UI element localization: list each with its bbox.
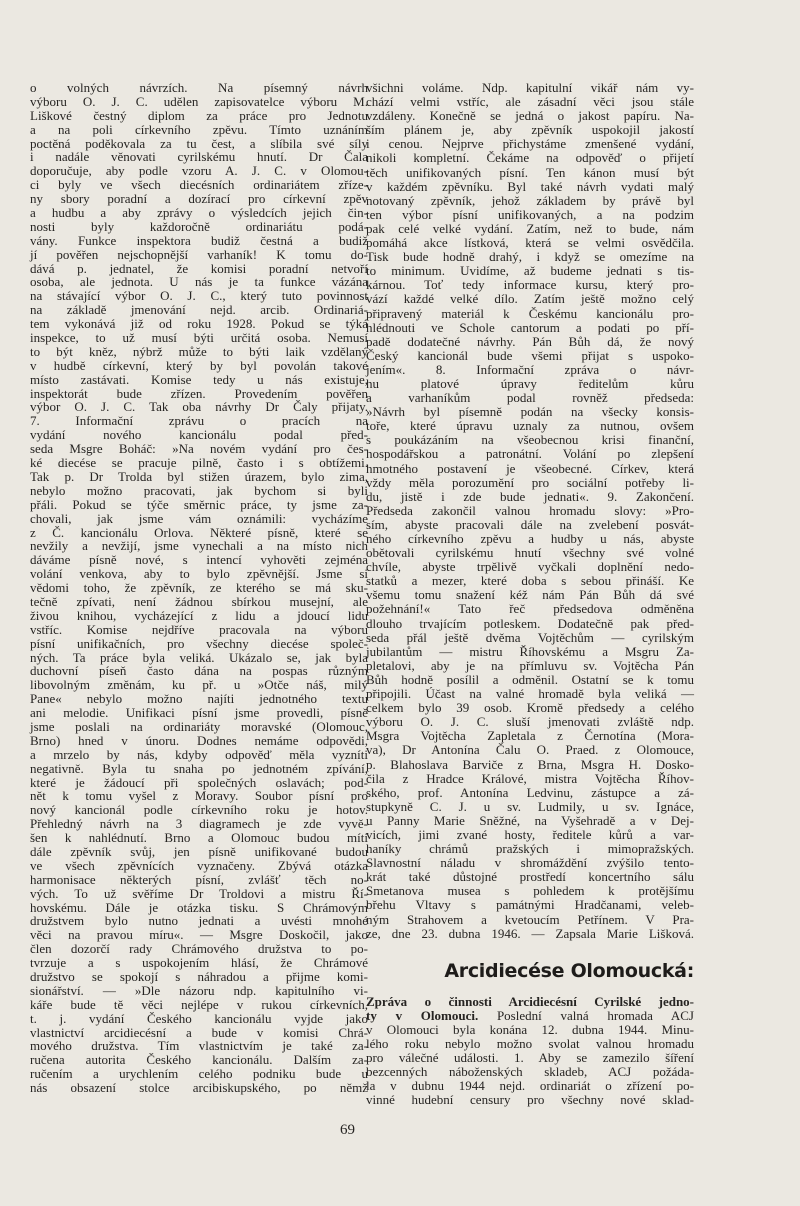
- text-line: ského, prof. Antonína Ledvinu, zástupce a zá-: [366, 784, 694, 800]
- text-line: nový kancionál podle církevního roku je hotov.: [30, 802, 368, 818]
- text-line: Pane« nebylo možno najíti jednotného textu: [30, 691, 368, 707]
- text-line: haníky chrámů pražských i mimopražských.: [366, 841, 694, 857]
- text-line: [366, 1009, 694, 1023]
- text-line: tem vykonává již od roku 1928. Pokud se týká: [30, 316, 368, 332]
- text-line: chvíle, abyste trpělivě vyčkali doplnění nedo-: [366, 559, 694, 575]
- text-line: dlouho trvajícím potleskem. Dodatečně pak před-: [366, 615, 694, 631]
- text-line: Slavnostní náladu v shromáždění zvýšilo tento-: [366, 855, 694, 871]
- text-line: hlédnouti ve Schole cantorum a podati po pří-: [366, 319, 694, 335]
- text-line: p. Blahoslava Barviče z Brna, Msgra H. Dosko-: [366, 756, 694, 772]
- text-line: Liškové čestný diplom za práce pro Jednotu: [30, 107, 368, 123]
- text-line: u Panny Marie Sněžné, na Vyšehradě a v Dej-: [366, 812, 694, 828]
- text-line: těch unifikovaných písní. Ten kánon musí být: [366, 164, 694, 180]
- text-line: šen k nahlédnutí. Brno a Olomouc budou míti: [30, 830, 368, 846]
- section-report-paragraph: [366, 995, 694, 1107]
- text-line: nikoli kompletní. Čekáme na odpověď o přijetí: [366, 150, 694, 166]
- text-line: hospodářskou a patronátní. Volání po zlepšení: [366, 446, 694, 462]
- text-line: hmotného postavení je všeobecné. Církev, která: [366, 460, 694, 476]
- text-line: toře, které úpravu uznaly za nutnou, ovšem: [366, 418, 694, 434]
- text-line: jením«. 8. Informační zpráva o návr-: [366, 361, 694, 377]
- text-line: seda Msgre Boháč: »Na novém vydání pro čes-: [30, 441, 368, 457]
- text-line: v každém zpěvníku. Byl také návrh vydati malý: [366, 178, 694, 194]
- text-line: poctěná poděkovala za tu čest, a slíbila své síly: [30, 135, 368, 151]
- text-line: doporučuje, aby podle vzoru A. J. C. v Olomou-: [30, 163, 368, 179]
- text-line: ručena autorita Českého kancionálu. Dalším za-: [30, 1052, 368, 1068]
- text-line: chovali, jak jsme vám oznámili: vycházíme: [30, 510, 368, 526]
- text-line: Msgra Vojtěcha Zapletala z Černotína (Mora-: [366, 728, 694, 744]
- text-line: [366, 1093, 694, 1107]
- text-line: t. j. vydání Českého kancionálu vyjde jako: [30, 1010, 368, 1026]
- text-line: dáváme písně nové, s intencí vyhověti zejména: [30, 552, 368, 568]
- text-line: a mrzelo by nás, kdyby odpověď měla vyzníti: [30, 746, 368, 762]
- section-heading: Arcidiecése Olomoucká:: [444, 960, 694, 982]
- text-line: to být kněz, nýbrž může to býti laik vzdělaný: [30, 343, 368, 359]
- text-line: čila z Hradce Králové, mistra Vojtěcha Říhov-: [366, 770, 694, 786]
- text-line: va), Dr Antonína Čalu O. Praed. z Olomouce,: [366, 742, 694, 758]
- text-line: vází každé velké dílo. Zatím ještě možno celý: [366, 291, 694, 307]
- body-text: bezcenných náboženských skladeb, ACJ požáda-: [366, 1064, 694, 1079]
- text-line: to minimum. Uvidíme, až budeme jednati s tis-: [366, 263, 694, 279]
- text-line: mového družstva. Tím vlastnictvím je také za-: [30, 1038, 368, 1054]
- text-line: Český kancionál bude všemi přijat s uspoko-: [366, 347, 694, 363]
- text-line: nět k tomu vyšel z Moravy. Soubor písní pro: [30, 788, 368, 804]
- text-line: vány. Funkce inspektora budiž čestná a budiž: [30, 232, 368, 248]
- text-line: člen dozorčí rady Chrámového družstva to po-: [30, 941, 368, 957]
- text-line: vždy měla porozumění pro sociální potřeby li-: [366, 474, 694, 490]
- text-line: družstvem bylo nutno jednati a uvésti mnohé: [30, 913, 368, 929]
- text-line: tečně zpívati, není žádnou sbírkou musejní, ale: [30, 593, 368, 609]
- bold-title-text: ty v Olomouci.: [366, 1008, 479, 1023]
- text-line: nás obsazení stolce arcibiskupského, po němž: [30, 1080, 368, 1096]
- text-line: vzdáleny. Konečně se jedná o jakost papíru. Na-: [366, 108, 694, 124]
- text-line: chází velmi vstříc, ale zásadní věci jsou stále: [366, 94, 694, 110]
- text-line: Tisk bude hodně drahý, i když se omezíme na: [366, 249, 694, 265]
- text-line: »Návrh byl písemně podán na všecky konsis-: [366, 404, 694, 420]
- text-line: statků a mezer, které doba s sebou přináší. Ke: [366, 573, 694, 589]
- body-text: pro válečné události. 1. Aby se zamezilo šíření: [366, 1050, 694, 1065]
- text-line: kárnou. Toť tedy informace kursu, který pro-: [366, 277, 694, 293]
- text-line: pletalovi, aby je na přímluvu sv. Vojtěcha Pán: [366, 657, 694, 673]
- text-line: káře bude tě věci nejlépe v rukou církevních,: [30, 996, 368, 1012]
- text-line: vlastnictví arcidiecésní a bude v komisi Chrá-: [30, 1024, 368, 1040]
- text-line: jí pověřen nejschopnější varhaník! K tomu do-: [30, 246, 368, 262]
- text-line: i nadále věnovati cyrilskému hnutí. Dr Čala: [30, 149, 368, 165]
- text-line: na stávající výbor O. J. C., který tuto povinnost: [30, 288, 368, 304]
- text-line: du, jistě i zde bude jednati«. 9. Zakončení.: [366, 488, 694, 504]
- text-line: dále zpěvník svůj, jen písně unifikované budou: [30, 843, 368, 859]
- text-line: a varhaníkům podal rovněž předseda:: [366, 390, 694, 406]
- text-line: živou knihou, vycházející z lidu a jdoucí lidu: [30, 607, 368, 623]
- text-line: 7. Informační zprávu o pracích na: [30, 413, 368, 429]
- text-line: připravený materiál k Českému kancionálu pro-: [366, 305, 694, 321]
- text-line: harmonisace některých písní, zvlášť těch no-: [30, 871, 368, 887]
- text-line: pomáhá akce lístková, která se velmi osvědčila.: [366, 235, 694, 251]
- text-line: výboru O. J. C. udělen zapisovatelce výboru M.: [30, 93, 368, 109]
- text-line: v hudbě církevní, který by byl povolán takové: [30, 357, 368, 373]
- text-line: požehnání!« Tato řeč předsedova odměněna: [366, 601, 694, 617]
- text-line: seda přál ještě dvěma Vojtěchům — cyrilským: [366, 629, 694, 645]
- right-text-column: [366, 81, 694, 941]
- text-line: padě dodatečné návrhy. Pán Bůh dá, že nový: [366, 333, 694, 349]
- text-line: [366, 1051, 694, 1065]
- text-line: jubilantům — mistru Říhovskému a Msgru Za-: [366, 643, 694, 659]
- text-line: ny sbory poradní a dozírací pro církevní zpěv: [30, 191, 368, 207]
- text-line: osoba, ale jednota. U nás je ta funkce vázána: [30, 274, 368, 290]
- text-line: ze, dne 23. dubna 1946. — Zapsala Marie Lišková.: [366, 925, 694, 941]
- text-line: vých. To už svěříme Dr Troldovi a mistru Ří-: [30, 885, 368, 901]
- text-line: nosti byly každoročně ordinariátu podá-: [30, 218, 368, 234]
- left-text-column: [30, 81, 368, 1095]
- text-line: připojili. Účast na valné hromadě byla veliká —: [366, 686, 694, 702]
- text-line: tvrzuje a s uspokojením hlásí, že Chrámové: [30, 955, 368, 971]
- text-line: nebylo možno pracovati, jak bychom si byli: [30, 482, 368, 498]
- text-line: negativně. Byla tu snaha po jednotném zpívání,: [30, 760, 368, 776]
- text-line: jsme poslali na ordinariáty moravské (Olomouc,: [30, 718, 368, 734]
- text-line: Tak p. Dr Trolda byl stižen úrazem, bylo zima,: [30, 468, 368, 484]
- text-line: družstvo se spokojí s náhradou a přijme komi-: [30, 969, 368, 984]
- text-line: nevžily a nevžijí, jsme vynechali a na místo nich: [30, 538, 368, 554]
- bold-title-text: Zpráva o činnosti Arcidiecésní Cyrilské jedno-: [366, 994, 694, 1009]
- text-line: na základě jmenování nejd. arcib. Ordinariá-: [30, 302, 368, 318]
- text-line: a na poli církevního zpěvu. Tímto uznáním: [30, 121, 368, 137]
- text-line: které je žádoucí při společných oslavách; pod-: [30, 774, 368, 790]
- text-line: o volných návrzích. Na písemný návrh: [30, 80, 368, 95]
- text-line: ným Strahovem a kvetoucím Petřínem. V Pra-: [366, 911, 694, 927]
- text-line: ného církevního zpěvu a hudby u nás, abyste: [366, 531, 694, 546]
- text-line: věci na pravou míru«. — Msgre Doskočil, jako: [30, 927, 368, 943]
- text-line: ci byly ve všech diecésních ordinariátem zříze-: [30, 177, 368, 193]
- text-line: všemu tomu snažení kéž nám Pán Bůh dá své: [366, 587, 694, 603]
- text-line: inspektorát bude zřízen. Provedením pověřen: [30, 385, 368, 401]
- text-line: hovskému. Dále je otázka tisku. S Chrámovým: [30, 899, 368, 915]
- text-line: Předseda zakončil valnou hromadu slovy: »Pro-: [366, 502, 694, 518]
- text-line: ším plánem je, aby zpěvník uspokojil jakostí: [366, 122, 694, 138]
- text-line: libovolným změnám, ku př. u »Otče náš, milý: [30, 677, 368, 693]
- text-line: [366, 995, 694, 1009]
- text-line: s poukázáním na všeobecnou krisi finanční,: [366, 432, 694, 448]
- text-line: [366, 1065, 694, 1079]
- text-line: vicích, jimi zvané hosty, ředitele kůrů a var-: [366, 826, 694, 842]
- text-line: Přehledný návrh na 3 diagramech je zde vyvě-: [30, 816, 368, 832]
- text-line: sionářství. — »Dle názoru ndp. kapitulního vi-: [30, 982, 368, 998]
- text-line: výbor O. J. C. Tak oba návrhy Dr Čaly přijaty.: [30, 399, 368, 415]
- text-line: notovaný zpěvník, jehož základem by právě byl: [366, 192, 694, 208]
- text-line: krát také důstojné prostředí koncertního sálu: [366, 869, 694, 885]
- text-line: Smetanova musea s pohledem k protějšímu: [366, 883, 694, 899]
- text-line: duchovní píseň často dána na pospas různým: [30, 663, 368, 679]
- text-line: inspekce, to už musí býti určitá osoba. Nemusí: [30, 330, 368, 346]
- text-line: i cenou. Nejprve přichystáme zmenšené vydání,: [366, 136, 694, 152]
- text-line: sím, abyste pracovali dále na zvelebení posvát-: [366, 516, 694, 532]
- text-line: hu platové úpravy ředitelům kůru: [366, 375, 694, 391]
- text-line: dává p. jednatel, že komisi poradní netvoří: [30, 260, 368, 276]
- text-line: ten výbor písní unifikovaných, a na podzim: [366, 206, 694, 222]
- text-line: obětovali cyrilskému hnutí všechny své volné: [366, 545, 694, 561]
- page-number: 69: [340, 1122, 355, 1138]
- text-line: [366, 1023, 694, 1037]
- body-text: vinné hudební censury pro všechny nové sklad-: [366, 1092, 694, 1107]
- text-line: místo zastávati. Komise tedy u nás existuje,: [30, 371, 368, 387]
- text-line: ké diecése se pracuje pilně, často i s obtížemi.: [30, 455, 368, 471]
- text-line: [366, 1037, 694, 1051]
- body-text: lého roku nebylo možno svolat valnou hromadu: [366, 1036, 694, 1051]
- text-line: všichni voláme. Ndp. kapitulní vikář nám vy-: [366, 80, 694, 95]
- text-line: vědomi toho, že zpěvník, ze kterého se má sku-: [30, 580, 368, 596]
- text-line: stupkyně C. J. u sv. Ludmily, u sv. Ignáce,: [366, 798, 694, 814]
- text-line: volání venkova, aby to bylo zpěvnější. Jsme si: [30, 566, 368, 582]
- text-line: a hudbu a aby zprávy o výsledcích jejich čin-: [30, 205, 368, 221]
- text-line: vydání nového kancionálu podal před-: [30, 427, 368, 443]
- text-line: z Č. kancionálu Orlova. Některé písně, které se: [30, 524, 368, 540]
- text-line: výboru O. J. C. sluší jmenovati zvláště ndp.: [366, 714, 694, 730]
- body-text: Poslední valná hromada ACJ: [478, 1008, 694, 1023]
- text-line: ručením a urychlením celého podniku bude u: [30, 1066, 368, 1082]
- text-line: Brno) hned v únoru. Dodnes nemáme odpovědi,: [30, 732, 368, 748]
- text-line: přáli. Pokud se týče směrnic práce, ty jsme za-: [30, 496, 368, 512]
- text-line: ných. Ta práce byla veliká. Ukázalo se, jak byla: [30, 649, 368, 665]
- text-line: břehu Vltavy s památnými Hradčanami, veleb-: [366, 897, 694, 913]
- text-line: písní unifikačních, pro všechny diecése společ-: [30, 635, 368, 651]
- body-text: la v dubnu 1944 nejd. ordinariát o zřízení po-: [366, 1078, 694, 1093]
- text-line: vstříc. Komise nejdříve pracovala na výboru: [30, 621, 368, 637]
- text-line: [366, 1079, 694, 1093]
- text-line: pak celé velké vydání. Zatím, než to bude, nám: [366, 220, 694, 236]
- text-line: Bůh hodně posílil a odměnil. Ostatní se k tomu: [366, 671, 694, 687]
- body-text: v Olomouci byla konána 12. dubna 1944. Minu-: [366, 1022, 694, 1037]
- text-line: ve všech zpěvnících vyznačeny. Zbývá otázka: [30, 857, 368, 873]
- text-line: celkem bylo 39 osob. Kromě předsedy a celého: [366, 700, 694, 716]
- text-line: ani melodie. Unifikaci písní jsme provedli, písně: [30, 705, 368, 721]
